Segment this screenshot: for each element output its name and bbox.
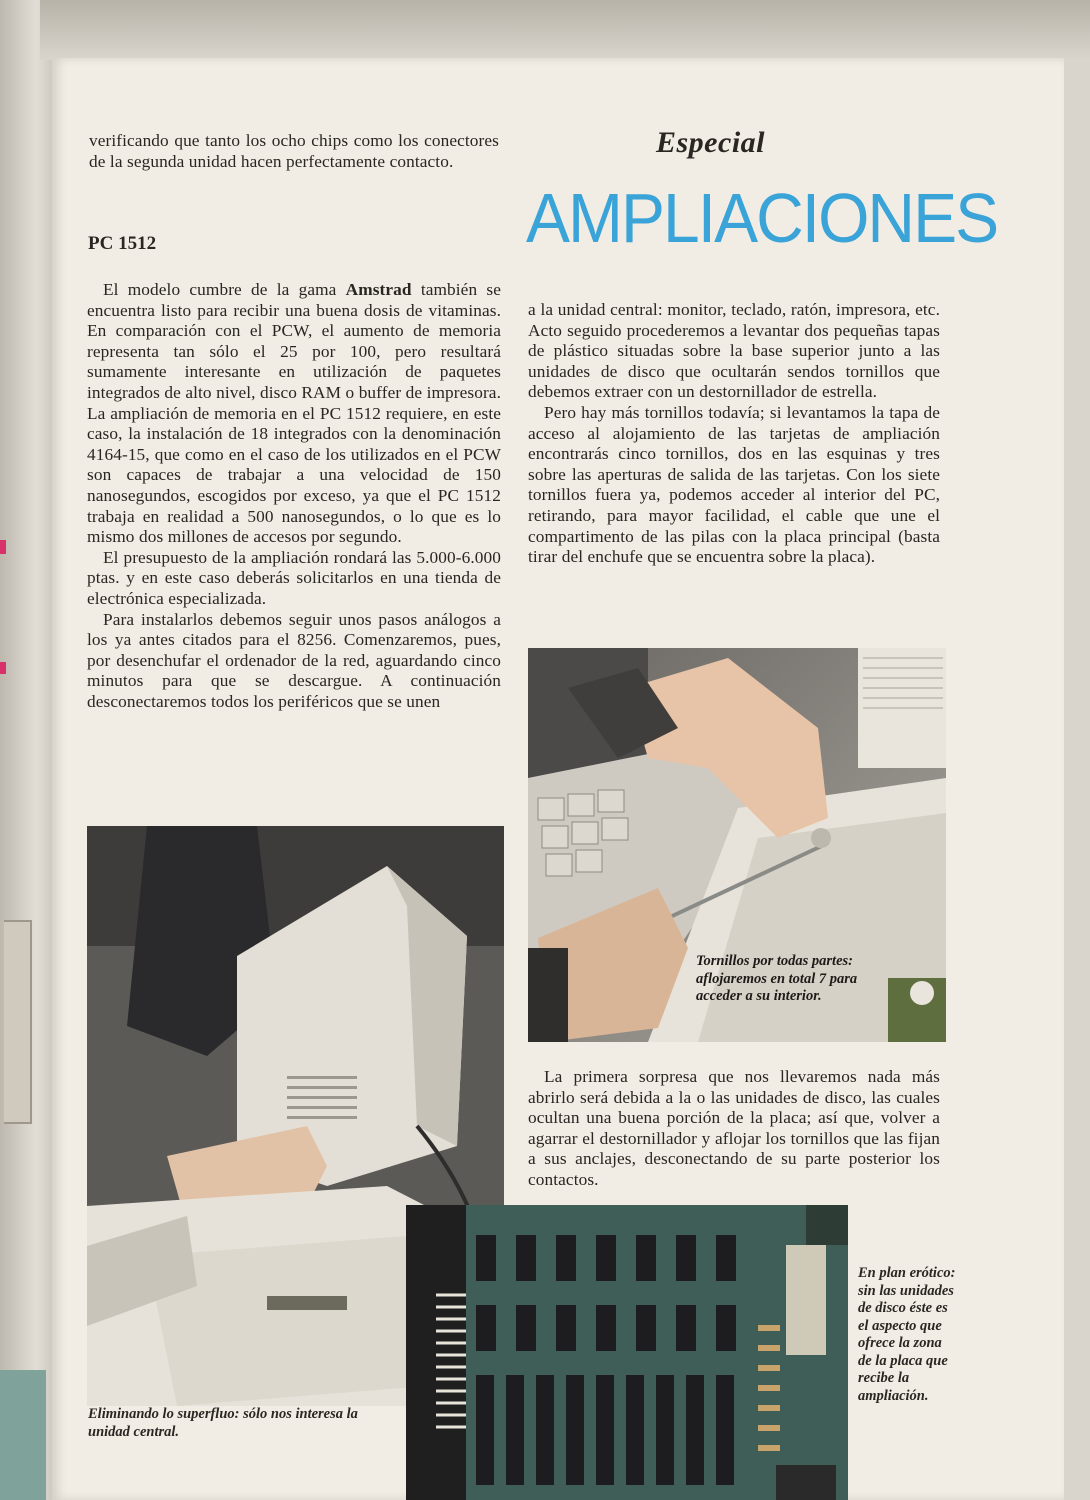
paragraph-text: también se encuentra listo para recibir una buena dosis de vitaminas. En comparación con el PCW, el aumento de memoria representa tan sólo el 25 por 100, pero resultará sumamente interesante en utilización de paquetes integrados de alto nivel, disco RAM o buffer de impresora. La ampliación de memoria en el PC 1512 requiere, en este caso, la instalación de 18 integrados con la denominación 4164-15, que como en el caso de los utilizados en el PCW son capaces de trabajar a una velocidad de 150 nanosegundos, escogidos por exceso, ya que el PC 1512 trabaja en realidad a 500 nanosegundos, o lo que es lo mismo dos millones de accesos por segundo. — [87, 280, 501, 547]
left-column-body — [87, 280, 501, 712]
paragraph-text: El modelo cumbre de la gama — [103, 280, 346, 299]
body-paragraph-1 — [87, 280, 501, 548]
body-paragraph-2: El presupuesto de la ampliación rondará las 5.000-6.000 ptas. y en este caso deberás solicitarlos en una tienda de electrónica especializada. — [87, 547, 501, 608]
body-paragraph-4: a la unidad central: monitor, teclado, ratón, impresora, etc. Acto seguido procederemos a levantar dos pequeñas tapas de plástico situadas sobre la base superior junto a las unidades de disco que ocultarán sendos tornillos que debemos extraer con un destornillador de estrella. — [528, 300, 940, 402]
photo-caption-monitor: Eliminando lo superfluo: sólo nos interesa la unidad central. — [88, 1406, 358, 1440]
magenta-edge-mark — [0, 662, 6, 674]
brand-name: Amstrad — [345, 280, 412, 299]
previous-page-teal-block — [0, 1370, 46, 1500]
previous-page-monitor-photo — [4, 920, 32, 1124]
section-title: AMPLIACIONES — [526, 179, 998, 257]
photo-caption-board: En plan erótico: sin las unidades de disco éste es el aspecto que ofrece la zona de la placa que recibe la ampliación. — [858, 1265, 956, 1404]
photo-caption-screwdriver: Tornillos por todas partes: aflojaremos en total 7 para acceder a su interior. — [696, 953, 858, 1004]
right-column-body-continued — [528, 1067, 940, 1191]
page-top-shadow — [40, 0, 1090, 60]
section-label: Especial — [656, 126, 765, 159]
body-paragraph-3: Para instalarlos debemos seguir unos pasos análogos a los ya antes citados para el 8256. Comenzaremos, pues, por desenchufar el ordenador de la red, aguardando cinco minutos para que se descargue. A continuación desconectaremos todos los periféricos que se unen — [87, 609, 501, 711]
previous-page-edge — [0, 0, 52, 1500]
right-column-body — [528, 300, 940, 568]
body-paragraph-6: La primera sorpresa que nos llevaremos nada más abrirlo será debida a la o las unidades de disco, las cuales ocultan una buena porción de la placa; así que, volver a agarrar el destornillador y aflojar los tornillos que las fijan a sus anclajes, desconectando de su parte posterior los contactos. — [528, 1067, 940, 1189]
left-column-intro — [89, 131, 499, 172]
article-heading: PC 1512 — [88, 233, 157, 254]
photo-circuit-board — [406, 1205, 848, 1500]
magenta-edge-mark — [0, 540, 6, 554]
photo-circuit-board-image — [406, 1205, 848, 1500]
body-paragraph-5: Pero hay más tornillos todavía; si levantamos la tapa de acceso al alojamiento de las tarjetas de ampliación encontrarás cinco tornillos, dos en las esquinas y tres sobre las aperturas de salida de las tarjetas. Con los siete tornillos fuera ya, podemos acceder al interior del PC, retirando, para mayor facilidad, el cable que une el compartimento de las pilas con la placa principal (basta tirar del enchufe que se encuentra sobre la placa). — [528, 402, 940, 567]
intro-paragraph: verificando que tanto los ocho chips como los conectores de la segunda unidad hacen perfectamente contacto. — [89, 131, 499, 171]
